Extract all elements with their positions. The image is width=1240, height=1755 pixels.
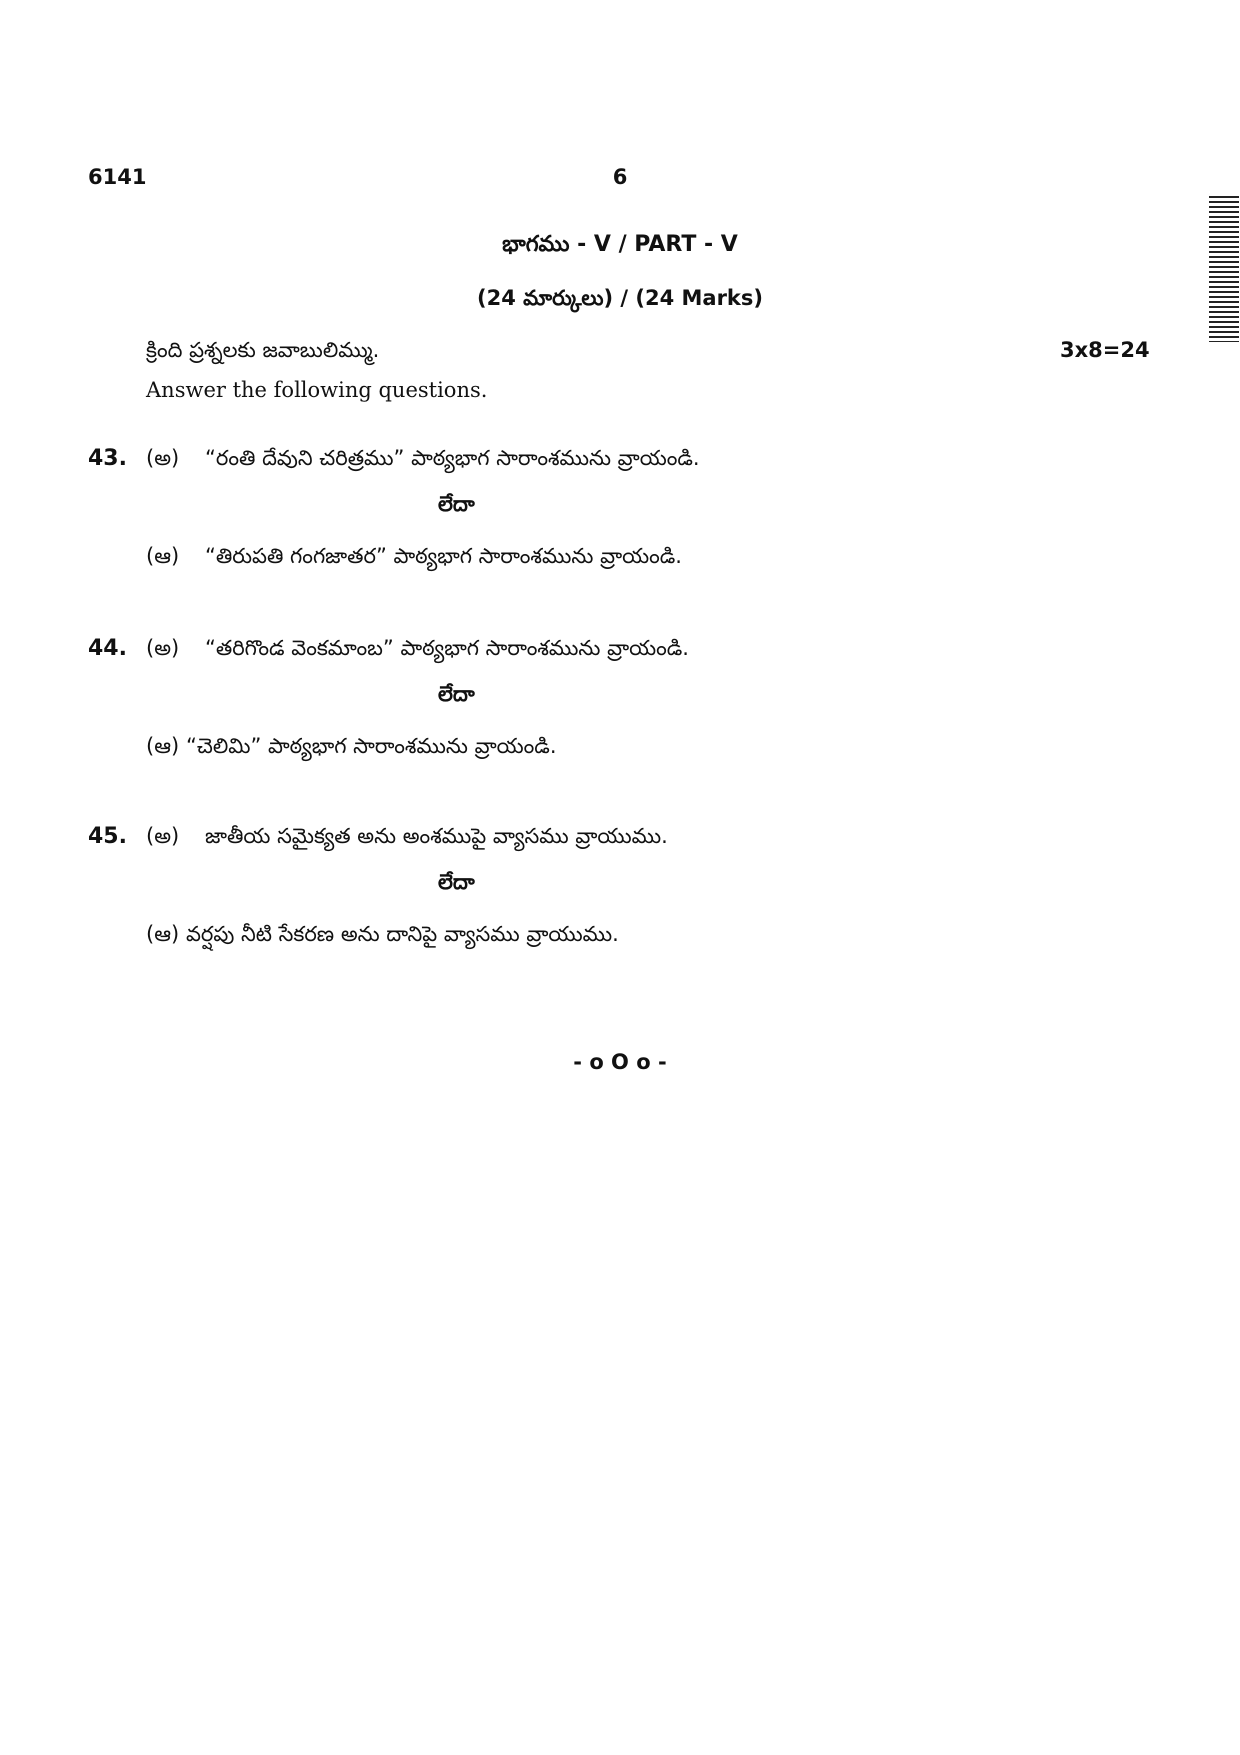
barcode-marks [1209,196,1239,342]
option-label: (అ) [146,636,180,660]
option-text: “తరిగొండ వెంకమాంబ” పాఠ్యభాగ సారాంశమును వ్రాయండి. [205,636,689,660]
option-text: “రంతి దేవుని చరిత్రము” పాఠ్యభాగ సారాంశమును వ్రాయండి. [205,446,700,470]
or-label: లేదా [438,870,475,894]
option-text: “చెలిమి” పాఠ్యభాగ సారాంశమును వ్రాయండి. [186,734,557,758]
paper-code: 6141 [88,165,147,189]
marks-scheme: 3x8=24 [1060,338,1150,362]
page-number-text: 6 [612,165,628,189]
option-text: జాతీయ సమైక్యత అను అంశముపై వ్యాసము వ్రాయుము. [205,824,668,848]
option-label: (అ) [146,446,180,470]
option-label: (అ) [146,824,180,848]
option-text: “తిరుపతి గంగజాతర” పాఠ్యభాగ సారాంశమును వ్రాయండి. [205,544,682,568]
section-marks: (24 మార్కులు) / (24 Marks) [477,286,763,310]
option-label: (ఆ) [146,544,180,568]
option-label: (ఆ) [146,922,180,946]
page-number [0,165,1240,189]
question-number: 43. [88,446,127,471]
option-label: (ఆ) [146,734,180,758]
instruction-telugu: క్రింది ప్రశ్నలకు జవాబులిమ్ము. [146,338,380,362]
question-number: 44. [88,636,127,661]
or-label: లేదా [438,682,475,706]
end-mark: - o O o - [573,1050,667,1074]
section-title: భాగము - V / PART - V [502,232,738,257]
or-label: లేదా [438,492,475,516]
question-number: 45. [88,824,127,849]
option-text: వర్షపు నీటి సేకరణ అను దానిపై వ్యాసము వ్రాయుము. [186,922,619,946]
instruction-english: Answer the following questions. [146,378,488,402]
